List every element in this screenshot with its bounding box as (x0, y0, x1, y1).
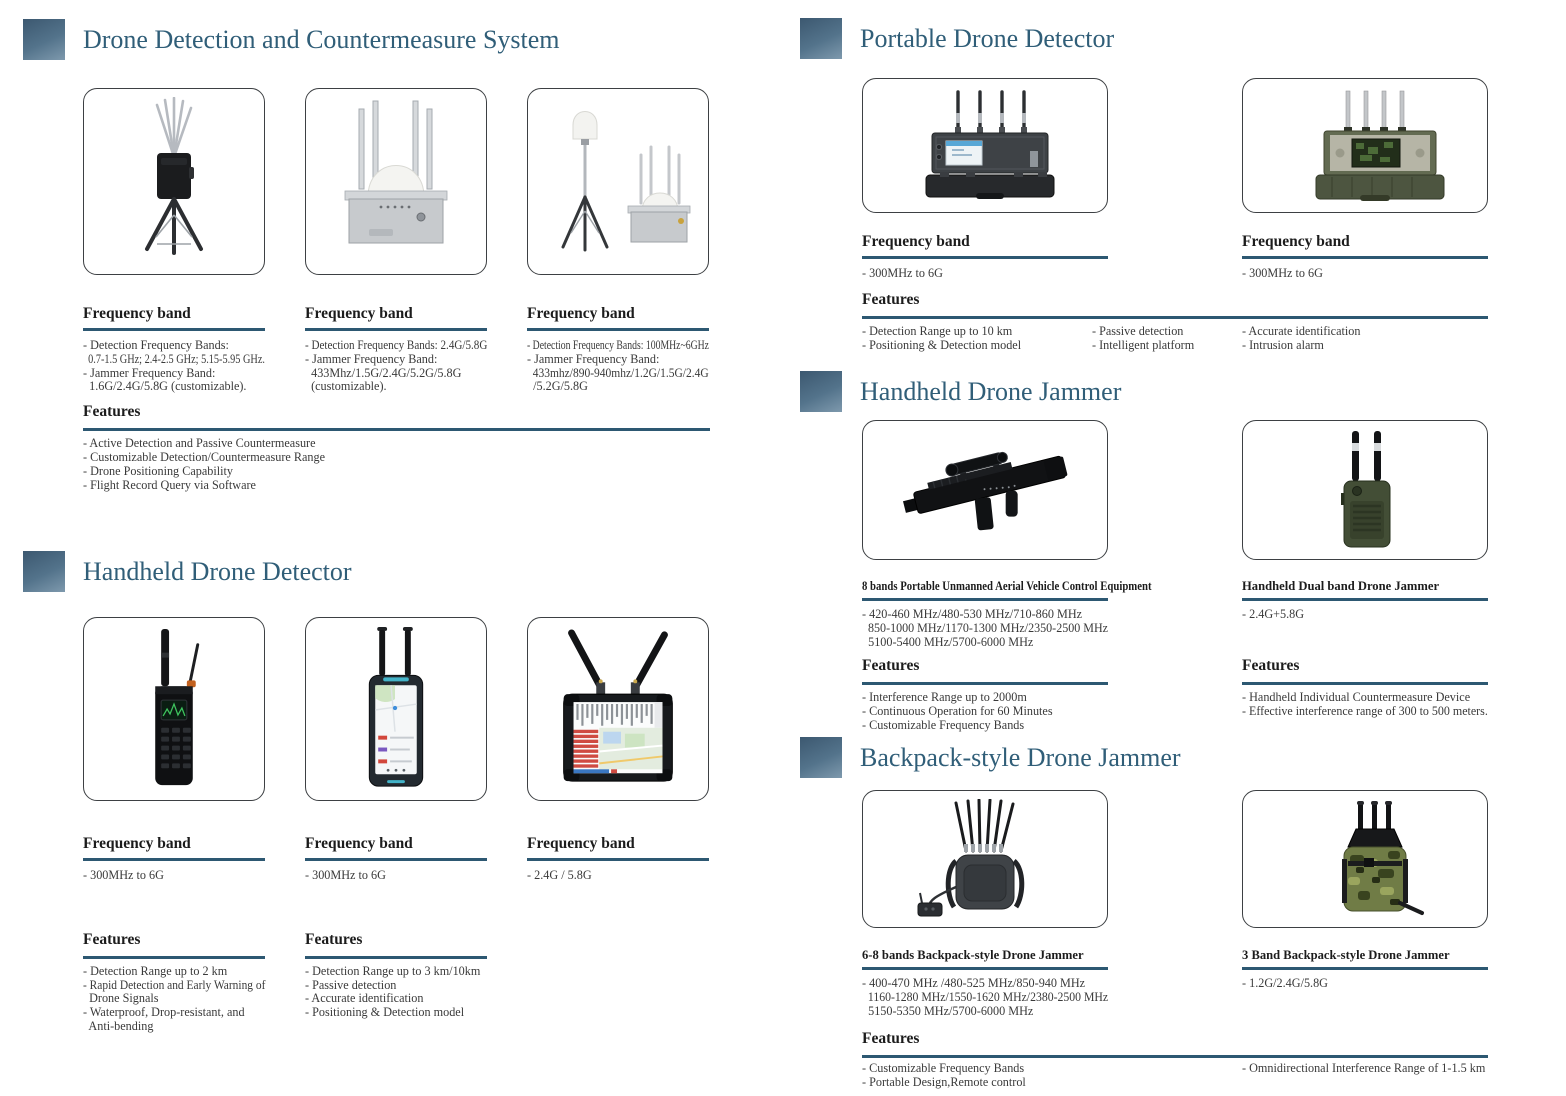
product-image-box (527, 88, 709, 275)
spec-line: - Jammer Frequency Band: (305, 351, 438, 366)
section-backpack-drone-jammer (800, 737, 1488, 1090)
features-heading: Features (862, 290, 920, 308)
spec-lines (862, 267, 1108, 281)
spec-line: 5100-5400 MHz/5700-6000 MHz (862, 634, 1034, 649)
spec-lines (1242, 977, 1488, 1029)
spec-line: - 400-470 MHz /480-525 MHz/850-940 MHz (862, 976, 1086, 990)
spec-line: 5150-5350 MHz/5700-6000 MHz (862, 1003, 1034, 1018)
section-header (23, 551, 710, 592)
divider (1242, 967, 1488, 970)
feature-line: - Continuous Operation for 60 Minutes (862, 703, 1053, 718)
feature-line: - Passive detection (1092, 323, 1184, 338)
spec-line: (customizable). (305, 379, 387, 394)
feature-line: - Active Detection and Passive Countermeasure (83, 436, 316, 451)
divider (305, 956, 487, 959)
product-name: 8 bands Portable Unmanned Aerial Vehicle Control Equipment (862, 579, 1152, 593)
divider (527, 858, 709, 861)
divider (862, 1055, 1488, 1058)
spec-line: - Detection Frequency Bands: 2.4G/5.8G (305, 338, 488, 352)
divider (1242, 682, 1488, 685)
feature-line: - Effective interference range of 300 to 500 meters. (1242, 703, 1488, 718)
spec-lines (1242, 267, 1488, 281)
feature-line: - Customizable Frequency Bands (862, 1061, 1025, 1075)
features-heading: Features (862, 657, 920, 674)
section-marker-square (800, 18, 842, 59)
spec-lines (527, 869, 709, 883)
spec-lines (527, 339, 709, 394)
product-image-box (305, 88, 487, 275)
product-image-box (1242, 420, 1488, 560)
divider (862, 967, 1108, 970)
product-image-box (83, 617, 265, 801)
spec-line: 433Mhz/1.5G/2.4G/5.2G/5.8G (305, 365, 462, 380)
divider (1242, 256, 1488, 259)
spec-heading: Frequency band (527, 305, 635, 322)
product-image-box (862, 78, 1108, 213)
spec-line: 1.6G/2.4G/5.8G (customizable). (83, 379, 247, 394)
spec-line: - 420-460 MHz/480-530 MHz/710-860 MHz (862, 607, 1083, 621)
divider (862, 598, 1108, 601)
feature-line: - Detection Range up to 10 km (862, 323, 1013, 338)
divider (527, 328, 709, 331)
section-marker-square (23, 19, 65, 60)
spec-lines (83, 869, 265, 883)
divider (83, 858, 265, 861)
case-detector-gray-image (880, 87, 1090, 205)
case-detector-green-image (1260, 87, 1470, 205)
feature-line: - Positioning & Detection model (305, 1005, 465, 1020)
spec-line: - 1.2G/2.4G/5.8G (1242, 976, 1328, 990)
spec-heading: Frequency band (305, 835, 413, 852)
spec-line: - Jammer Frequency Band: (527, 351, 660, 366)
section-header (800, 371, 1488, 412)
features-heading: Features (83, 403, 141, 421)
feature-line: - Interference Range up to 2000m (862, 690, 1027, 704)
section-title: Backpack-style Drone Jammer (860, 743, 1181, 772)
section-marker-square (800, 371, 842, 412)
spec-lines (1242, 608, 1488, 656)
spec-line: 1160-1280 MHz/1550-1620 MHz/2380-2500 MHz (862, 989, 1109, 1004)
spec-heading: Frequency band (862, 233, 970, 250)
feature-lines (1242, 691, 1488, 719)
section-marker-square (23, 551, 65, 592)
dome-base-station-image (321, 97, 471, 267)
feature-line: - Intelligent platform (1092, 337, 1195, 352)
feature-lines (1092, 325, 1242, 353)
product-image-box (1242, 78, 1488, 213)
spec-line: - Detection Frequency Bands: 100MHz~6GHz (527, 338, 709, 352)
feature-lines (83, 437, 710, 492)
spec-line: - 300MHz to 6G (305, 868, 386, 882)
section-portable-drone-detector (800, 18, 1488, 352)
section-handheld-drone-jammer (800, 371, 1488, 732)
divider (305, 858, 487, 861)
section-drone-detection-system (23, 19, 710, 492)
divider (83, 328, 265, 331)
spec-heading: Frequency band (305, 305, 413, 322)
section-marker-square (800, 737, 842, 778)
spec-line: /5.2G/5.8G (527, 379, 588, 394)
feature-line: - Passive detection (305, 977, 397, 992)
spec-lines (305, 339, 487, 394)
spec-line: 0.7-1.5 GHz; 2.4-2.5 GHz; 5.15-5.95 GHz. (83, 351, 265, 366)
gun-style-jammer-image (880, 429, 1090, 551)
product-image-box (527, 617, 709, 801)
product-image-box (1242, 790, 1488, 928)
feature-line: - Accurate identification (305, 991, 424, 1006)
tripod-mounted-jammer-image (99, 97, 249, 267)
feature-line: - Waterproof, Drop-resistant, and (83, 1005, 245, 1020)
feature-line: - Omnidirectional Interference Range of 1-1.5 km (1242, 1061, 1486, 1075)
spec-line: - 300MHz to 6G (1242, 266, 1323, 280)
divider (862, 316, 1488, 319)
section-header (23, 19, 710, 60)
spec-heading: Frequency band (83, 835, 191, 852)
divider (862, 256, 1108, 259)
tablet-detector-image (543, 625, 693, 793)
spec-lines (83, 339, 265, 394)
feature-line: - Flight Record Query via Software (83, 477, 256, 492)
feature-line: - Rapid Detection and Early Warning of (83, 977, 266, 992)
section-header (800, 18, 1488, 59)
spec-heading: Frequency band (83, 305, 191, 322)
feature-line: - Intrusion alarm (1242, 337, 1324, 352)
product-image-box (862, 790, 1108, 928)
feature-lines (862, 691, 1108, 732)
product-image-box (305, 617, 487, 801)
feature-line: - Drone Positioning Capability (83, 463, 233, 478)
features-heading: Features (305, 930, 363, 948)
tripod-dome-and-base-station-image (543, 97, 693, 267)
feature-line: - Detection Range up to 3 km/10km (305, 963, 481, 978)
spec-heading: Frequency band (1242, 233, 1350, 250)
section-header (800, 737, 1488, 778)
features-heading: Features (862, 1030, 920, 1047)
feature-lines (862, 325, 1092, 353)
spec-line: - 300MHz to 6G (862, 266, 943, 280)
section-title: Handheld Drone Jammer (860, 377, 1122, 406)
divider (1242, 598, 1488, 601)
feature-line: - Portable Design,Remote control (862, 1074, 1026, 1089)
divider (305, 328, 487, 331)
product-name: 3 Band Backpack-style Drone Jammer (1242, 948, 1450, 962)
divider (862, 682, 1108, 685)
spec-line: - 300MHz to 6G (83, 868, 164, 882)
feature-lines (83, 965, 265, 1034)
backpack-jammer-camo-image (1260, 799, 1470, 919)
feature-lines (305, 965, 487, 1020)
feature-line: - Detection Range up to 2 km (83, 963, 228, 978)
feature-lines (1242, 325, 1488, 353)
feature-line: Drone Signals (83, 991, 159, 1006)
backpack-jammer-gray-image (880, 799, 1090, 919)
feature-line: - Accurate identification (1242, 323, 1361, 338)
divider (83, 956, 265, 959)
spec-line: - Detection Frequency Bands: (83, 338, 229, 352)
product-name: Handheld Dual band Drone Jammer (1242, 579, 1440, 593)
product-image-box (862, 420, 1108, 560)
features-heading: Features (1242, 657, 1300, 674)
spec-line: 850-1000 MHz/1170-1300 MHz/2350-2500 MHz (862, 620, 1109, 635)
feature-line: Anti-bending (83, 1018, 154, 1033)
spec-lines (862, 977, 1108, 1029)
walkie-talkie-detector-image (99, 625, 249, 793)
feature-lines (1242, 1062, 1488, 1090)
feature-lines (862, 1062, 1242, 1090)
spec-lines (305, 869, 487, 883)
feature-line: - Customizable Detection/Countermeasure Range (83, 449, 325, 464)
section-title: Portable Drone Detector (860, 24, 1115, 53)
section-handheld-drone-detector (23, 551, 710, 1034)
features-heading: Features (83, 930, 141, 948)
feature-line: - Positioning & Detection model (862, 337, 1022, 352)
spec-line: - 2.4G / 5.8G (527, 868, 592, 882)
feature-line: - Customizable Frequency Bands (862, 717, 1025, 732)
spec-heading: Frequency band (527, 835, 635, 852)
product-name: 6-8 bands Backpack-style Drone Jammer (862, 948, 1084, 962)
divider (83, 428, 710, 431)
page-title: Drone Detection and Countermeasure System (83, 25, 560, 54)
smartphone-detector-image (321, 625, 471, 793)
handheld-dual-band-jammer-image (1260, 429, 1470, 551)
spec-line: - Jammer Frequency Band: (83, 365, 216, 380)
product-image-box (83, 88, 265, 275)
feature-line: - Handheld Individual Countermeasure Device (1242, 690, 1471, 704)
spec-line: 433mhz/890-940mhz/1.2G/1.5G/2.4G (527, 365, 709, 380)
spec-line: - 2.4G+5.8G (1242, 607, 1305, 621)
spec-lines (862, 608, 1108, 656)
section-title: Handheld Drone Detector (83, 557, 352, 586)
